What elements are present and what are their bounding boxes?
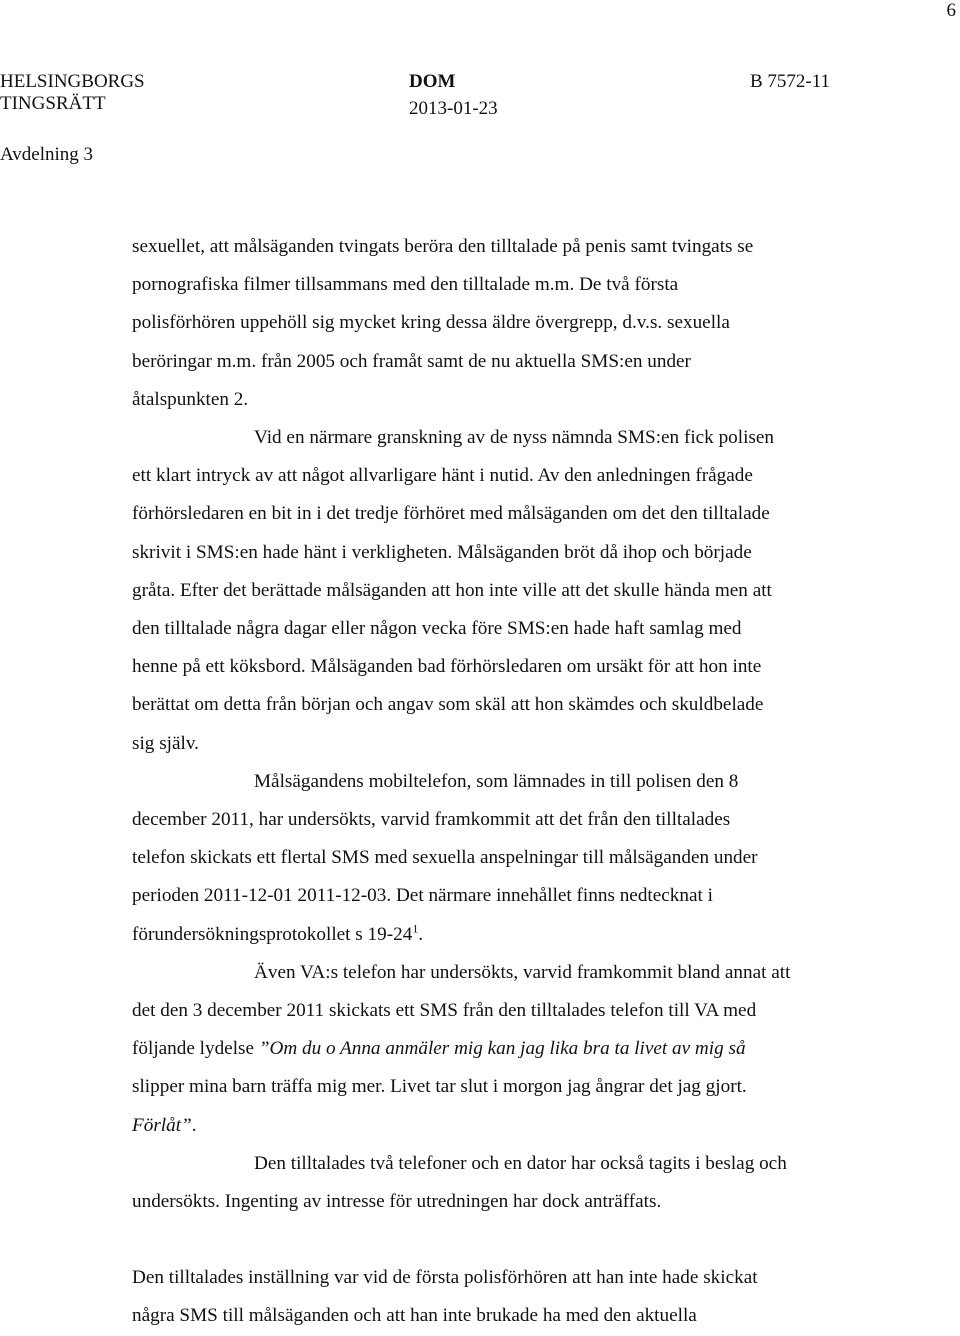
text-line: berättat om detta från början och angav som skäl att hon skämdes och skuldbelade [132,694,764,716]
document-type: DOM [409,71,456,92]
text-line [132,1107,922,1145]
document-body [132,228,922,1336]
case-number: B 7572-11 [750,71,831,92]
court-name [0,71,145,115]
text-line [132,916,922,954]
text-line: Målsägandens mobiltelefon, som lämnades in till polisen den 8 [254,770,739,792]
document-date: 2013-01-23 [409,98,498,119]
sentence-end: . [191,1114,197,1136]
text-line: beröringar m.m. från 2005 och framåt samt de nu aktuella SMS:en under [132,350,691,372]
text-line: Även VA:s telefon har undersökts, varvid framkommit bland annat att [254,961,791,983]
text-line [132,1030,922,1068]
court-name-line2: TINGSRÄTT [0,93,106,114]
text-line: telefon skickats ett flertal SMS med sexuella anspelningar till målsäganden under [132,847,758,869]
text-line: sexuellet, att målsäganden tvingats beröra den tilltalade på penis samt tvingats se [132,236,754,257]
paragraph-4 [132,954,922,1145]
text-line: Vid en närmare granskning av de nyss nämnda SMS:en fick polisen [254,427,775,449]
text-line: gråta. Efter det berättade målsäganden att hon inte ville att det skulle hända men att [132,579,772,601]
page-number: 6 [946,0,956,21]
text-line: Den tilltalades inställning var vid de första polisförhören att han inte hade skickat [132,1267,758,1289]
text-line: åtalspunkten 2. [132,388,249,410]
paragraph-3 [132,763,922,954]
paragraph-2 [132,419,922,763]
sms-quote-end: Förlåt” [132,1114,192,1136]
text-line: henne på ett köksbord. Målsäganden bad förhörsledaren om ursäkt för att hon inte [132,656,762,678]
text-line: perioden 2011-12-01 2011-12-03. Det närmare innehållet finns nedtecknat i [132,885,713,907]
text-line: undersökts. Ingenting av intresse för utredningen har dock anträffats. [132,1191,662,1213]
text-line: december 2011, har undersökts, varvid framkommit att det från den tilltalades [132,809,731,831]
text-line: det den 3 december 2011 skickats ett SMS från den tilltalades telefon till VA med [132,1000,757,1022]
text-line: förhörsledaren en bit in i det tredje förhöret med målsäganden om det den tilltalade [132,503,770,525]
text-line: ett klart intryck av att något allvarligare hänt i nutid. Av den anledningen frågade [132,465,753,487]
paragraph-5 [132,1145,922,1221]
text-line: skrivit i SMS:en hade hänt i verkligheten. Målsäganden bröt då ihop och började [132,541,752,563]
text-line: några SMS till målsäganden och att han inte brukade ha med den aktuella [132,1305,697,1327]
text-line: Den tilltalades två telefoner och en dator har också tagits i beslag och [254,1152,787,1174]
division: Avdelning 3 [0,144,94,165]
sms-quote: ”Om du o Anna anmäler mig kan jag lika bra ta livet av mig så [258,1038,746,1060]
text-line: sig själv. [132,732,199,754]
protocol-reference: förundersökningsprotokollet s 19-24 [132,923,413,945]
sentence-end: . [418,923,424,945]
text-line: polisförhören uppehöll sig mycket kring dessa äldre övergrepp, d.v.s. sexuella [132,312,730,334]
text-line: den tilltalade några dagar eller någon vecka före SMS:en hade haft samlag med [132,618,742,640]
paragraph-6 [132,1259,922,1335]
text-line: pornografiska filmer tillsammans med den tilltalade m.m. De två första [132,274,679,296]
court-name-line1: HELSINGBORGS [0,71,145,92]
footnote-marker: 1 [412,921,419,936]
sms-quote-continued: slipper mina barn träffa mig mer. Livet tar slut i morgon jag ångrar det jag gjort. [132,1076,747,1098]
paragraph-1 [132,228,922,419]
quote-intro: följande lydelse [132,1038,259,1060]
